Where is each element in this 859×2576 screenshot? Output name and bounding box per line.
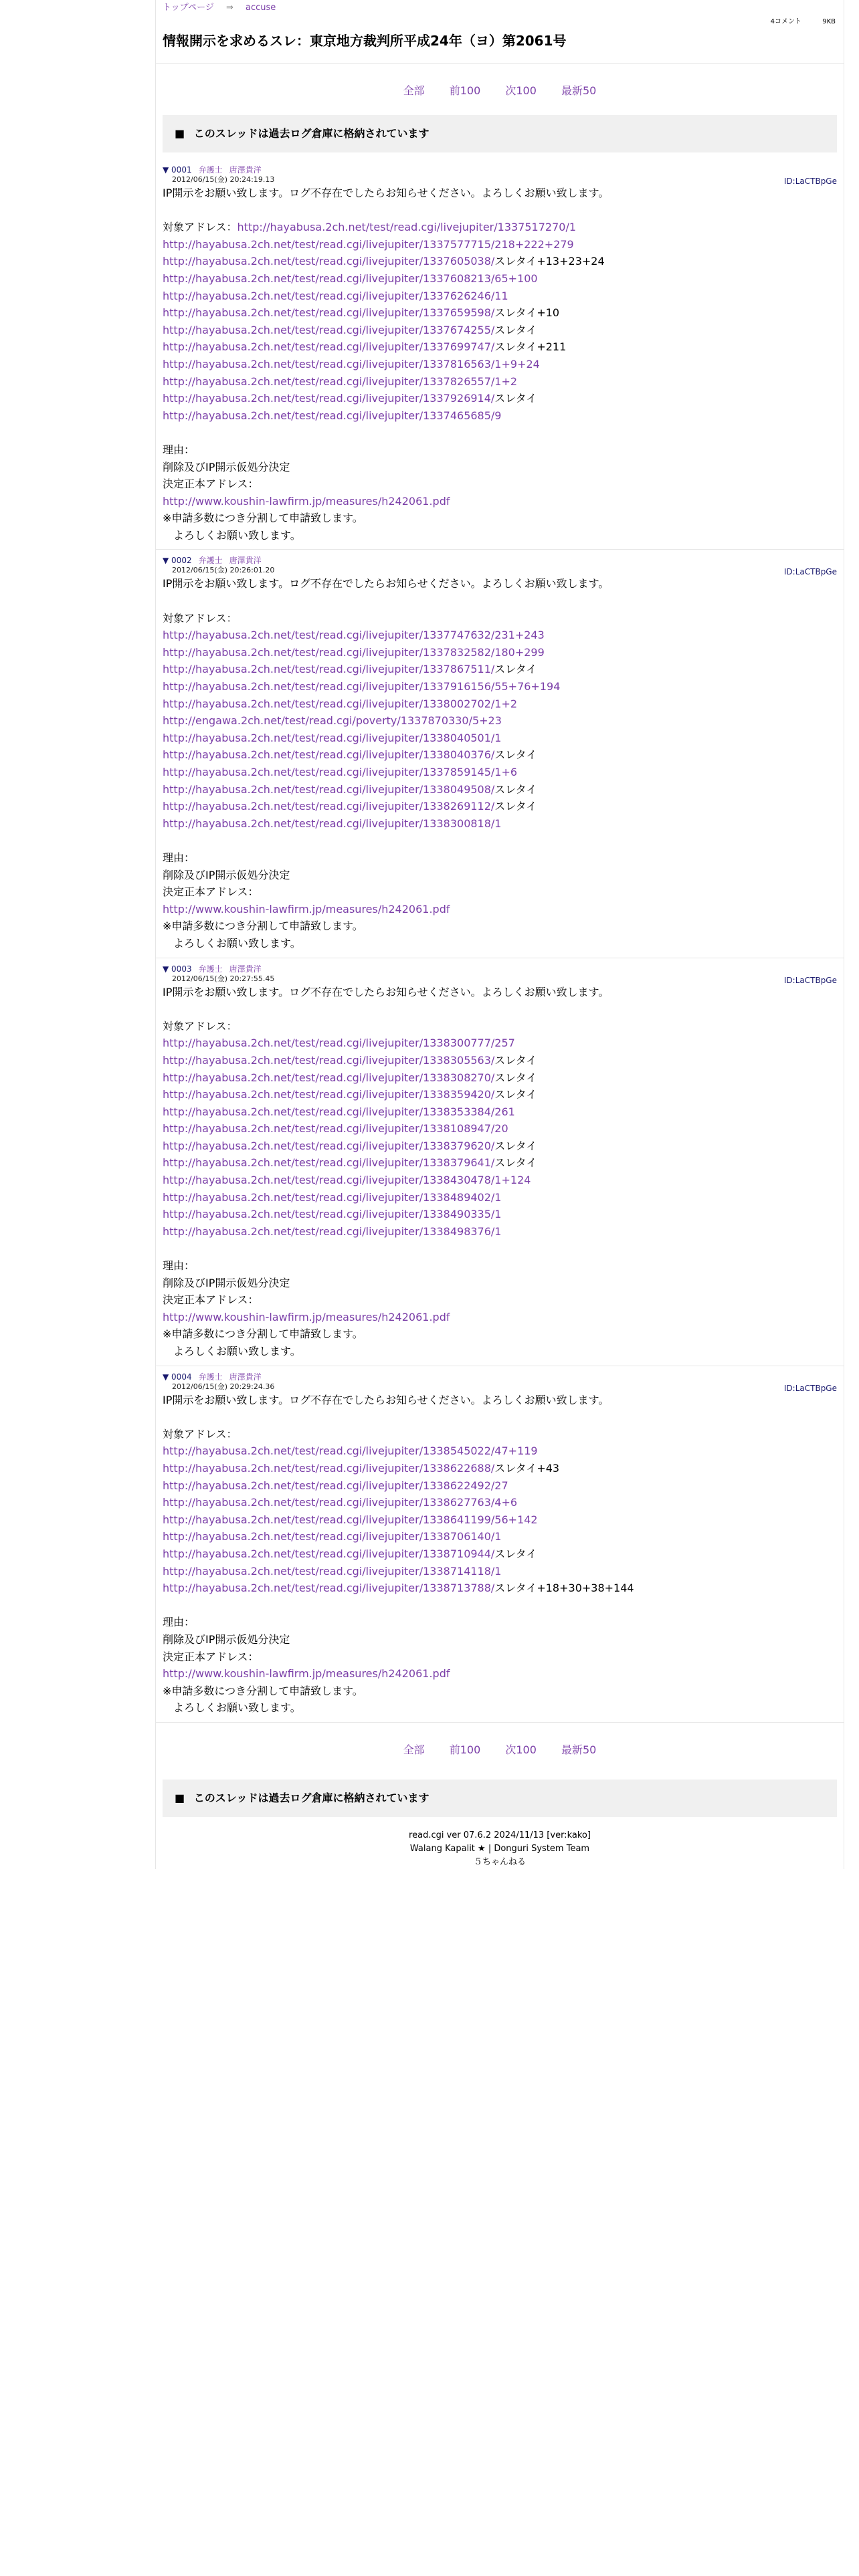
post-line: [163, 1392, 837, 1409]
thread-link[interactable]: http://hayabusa.2ch.net/test/read.cgi/livejupiter/1337626246/11: [163, 289, 508, 302]
pager-next100[interactable]: 次100: [505, 1743, 537, 1756]
post-line: [163, 1257, 837, 1275]
line-text: 対象アドレス：: [163, 1019, 237, 1033]
post-line: [163, 1086, 837, 1103]
line-text: 理由：: [163, 851, 195, 864]
link-suffix: スレタイ: [494, 1156, 537, 1170]
footer-credits: Walang Kapalit ★ | Donguri System Team: [409, 1843, 590, 1854]
footer-site: ５ちゃんねる: [473, 1856, 526, 1867]
square-icon: ■: [175, 127, 185, 140]
post-line: [163, 918, 837, 935]
pager-latest50[interactable]: 最新50: [561, 84, 597, 97]
post-line: [163, 901, 837, 918]
thread-link[interactable]: http://hayabusa.2ch.net/test/read.cgi/livejupiter/1337916156/55+76+194: [163, 680, 561, 693]
line-text: 削除及びIP開示仮処分決定: [163, 1276, 290, 1289]
line-text: よろしくお願い致します。: [163, 1345, 301, 1358]
post-line: [163, 288, 837, 305]
post-line: [163, 253, 837, 270]
board-link[interactable]: accuse: [246, 3, 276, 13]
blank-line: [163, 1240, 837, 1257]
post-line: [163, 1528, 837, 1545]
thread-link[interactable]: http://hayabusa.2ch.net/test/read.cgi/livejupiter/1338714118/1: [163, 1564, 502, 1578]
link-suffix: スレタイ: [494, 800, 537, 813]
line-text: 決定正本アドレス：: [163, 885, 259, 899]
post-number[interactable]: ▼ 0001: [163, 165, 192, 175]
thread-link[interactable]: http://hayabusa.2ch.net/test/read.cgi/livejupiter/1338490335/1: [163, 1208, 502, 1221]
top-page-link[interactable]: トップページ: [163, 3, 214, 13]
post-line: [163, 1069, 837, 1087]
thread-link[interactable]: http://hayabusa.2ch.net/test/read.cgi/livejupiter/1338353384/261: [163, 1105, 515, 1118]
line-text: ※申請多数につき分割して申請致します。: [163, 512, 363, 525]
post-line: [163, 1325, 837, 1343]
post-line: [163, 1665, 837, 1683]
line-text: IP開示をお願い致します。ログ不存在でしたらお知らせください。よろしくお願い致します。: [163, 577, 609, 591]
post-header: [163, 964, 837, 974]
line-text: 削除及びIP開示仮処分決定: [163, 868, 290, 881]
post-line: [163, 1494, 837, 1511]
link-suffix: スレタイ: [494, 1088, 537, 1101]
line-text: 削除及びIP開示仮処分決定: [163, 460, 290, 473]
post-line: [163, 1223, 837, 1241]
post-line: [163, 390, 837, 407]
thread-link[interactable]: http://hayabusa.2ch.net/test/read.cgi/livejupiter/1337577715/218+222+279: [163, 237, 574, 251]
blank-line: [163, 1000, 837, 1018]
post-line: [163, 712, 837, 730]
thread-link[interactable]: http://www.koushin-lawfirm.jp/measures/h242061.pdf: [163, 902, 450, 916]
line-text: IP開示をお願い致します。ログ不存在でしたらお知らせください。よろしくお願い致します。: [163, 985, 609, 998]
thread-link[interactable]: http://hayabusa.2ch.net/test/read.cgi/livejupiter/1337832582/180+299: [163, 645, 545, 659]
blank-line: [163, 1408, 837, 1426]
line-text: 理由：: [163, 1616, 195, 1629]
line-text: IP開示をお願い致します。ログ不存在でしたらお知らせください。よろしくお願い致します。: [163, 1393, 609, 1406]
thread-link[interactable]: http://www.koushin-lawfirm.jp/measures/h242061.pdf: [163, 1667, 450, 1681]
archive-notice-bottom: [163, 1780, 837, 1817]
link-suffix: スレタイ: [494, 323, 537, 336]
pager-top: [156, 64, 844, 115]
poster-id[interactable]: ID:LaCTBpGe: [783, 567, 837, 577]
thread-link[interactable]: http://hayabusa.2ch.net/test/read.cgi/livejupiter/1338641199/56+142: [163, 1513, 538, 1526]
post-line: [163, 407, 837, 425]
post-line: [163, 1035, 837, 1052]
post-line: [163, 1683, 837, 1700]
post-line: [163, 1343, 837, 1360]
thread-link[interactable]: http://hayabusa.2ch.net/test/read.cgi/livejupiter/1337867511/: [163, 663, 495, 676]
blank-line: [163, 424, 837, 441]
post-line: [163, 1511, 837, 1529]
line-text: ※申請多数につき分割して申請致します。: [163, 1684, 363, 1697]
link-suffix: スレタイ+211: [494, 340, 567, 354]
poster-trip: 唐澤貴洋: [229, 964, 262, 974]
post-line: [163, 373, 837, 391]
pager-bottom: [156, 1723, 844, 1774]
post-line: [163, 236, 837, 253]
line-text: 決定正本アドレス：: [163, 1650, 259, 1663]
post-line: [163, 338, 837, 356]
link-suffix: スレタイ: [494, 1139, 537, 1152]
post-line: [163, 459, 837, 476]
poster-trip: 唐澤貴洋: [229, 556, 262, 566]
line-prefix: 対象アドレス：: [163, 221, 237, 234]
post-body: [163, 984, 837, 1360]
post-line: [163, 475, 837, 493]
post-date: 2012/06/15(金) 20:24:19.13: [172, 175, 275, 184]
post-body: [163, 185, 837, 544]
line-text: IP開示をお願い致します。ログ不存在でしたらお知らせください。よろしくお願い致します。: [163, 187, 609, 199]
thread-link[interactable]: http://hayabusa.2ch.net/test/read.cgi/livejupiter/1337859145/1+6: [163, 766, 518, 778]
thread-link[interactable]: http://hayabusa.2ch.net/test/read.cgi/livejupiter/1337747632/231+243: [163, 629, 545, 642]
post-header: [163, 555, 837, 566]
archive-notice: [163, 115, 837, 152]
post-line: [163, 849, 837, 867]
nav-arrow: ⇒: [225, 3, 233, 13]
post-line: [163, 185, 837, 202]
post-line: [163, 798, 837, 815]
thread-link[interactable]: http://hayabusa.2ch.net/test/read.cgi/livejupiter/1338359420/: [163, 1088, 495, 1101]
thread-link[interactable]: http://www.koushin-lawfirm.jp/measures/h242061.pdf: [163, 1310, 450, 1323]
post: [156, 159, 844, 550]
thread-page: [155, 0, 844, 1869]
link-suffix: スレタイ: [494, 392, 537, 405]
thread-link[interactable]: http://hayabusa.2ch.net/test/read.cgi/livejupiter/1337674255/: [163, 323, 495, 336]
post-line: [163, 527, 837, 544]
blank-line: [163, 832, 837, 849]
post-line: [163, 1563, 837, 1580]
post-number[interactable]: ▼ 0002: [163, 556, 192, 566]
post-line: [163, 1172, 837, 1189]
pager-all[interactable]: 全部: [403, 1743, 425, 1756]
post: [156, 550, 844, 958]
top-nav: [156, 0, 844, 13]
post-line: [163, 661, 837, 678]
thread-link[interactable]: http://hayabusa.2ch.net/test/read.cgi/livejupiter/1338713788/: [163, 1582, 495, 1595]
link-suffix: スレタイ+13+23+24: [494, 255, 605, 268]
line-text: 決定正本アドレス：: [163, 1293, 259, 1307]
thread-link[interactable]: http://hayabusa.2ch.net/test/read.cgi/livejupiter/1337605038/: [163, 255, 495, 268]
post-line: [163, 441, 837, 459]
poster-id[interactable]: ID:LaCTBpGe: [783, 177, 837, 186]
pager-latest50[interactable]: 最新50: [561, 1743, 597, 1756]
post-line: [163, 1206, 837, 1223]
post-line: [163, 1138, 837, 1155]
link-suffix: スレタイ+18+30+38+144: [494, 1582, 634, 1595]
link-suffix: スレタイ: [494, 748, 537, 762]
post-line: [163, 730, 837, 747]
thread-link[interactable]: http://www.koushin-lawfirm.jp/measures/h242061.pdf: [163, 494, 450, 508]
post-line: [163, 304, 837, 322]
thread-link[interactable]: http://hayabusa.2ch.net/test/read.cgi/livejupiter/1337699747/: [163, 340, 495, 354]
thread-size: 9KB: [822, 18, 836, 25]
thread-link[interactable]: http://hayabusa.2ch.net/test/read.cgi/livejupiter/1338622688/: [163, 1461, 495, 1475]
archive-notice-text: このスレッドは過去ログ倉庫に格納されています: [193, 127, 430, 140]
post-line: [163, 627, 837, 644]
line-text: よろしくお願い致します。: [163, 1701, 301, 1715]
thread-link[interactable]: http://hayabusa.2ch.net/test/read.cgi/livejupiter/1337926914/: [163, 392, 495, 405]
thread-link[interactable]: http://hayabusa.2ch.net/test/read.cgi/livejupiter/1338379641/: [163, 1156, 495, 1170]
thread-link[interactable]: http://hayabusa.2ch.net/test/read.cgi/livejupiter/1338498376/1: [163, 1224, 502, 1238]
pager-next100[interactable]: 次100: [505, 84, 537, 97]
post-line: [163, 1189, 837, 1206]
post-date: 2012/06/15(金) 20:27:55.45: [172, 974, 275, 983]
poster-id[interactable]: ID:LaCTBpGe: [783, 1383, 837, 1393]
post-line: [163, 935, 837, 952]
thread-link[interactable]: http://hayabusa.2ch.net/test/read.cgi/livejupiter/1338622492/27: [163, 1479, 508, 1492]
thread-link[interactable]: http://hayabusa.2ch.net/test/read.cgi/livejupiter/1337816563/1+9+24: [163, 357, 540, 370]
thread-link[interactable]: http://hayabusa.2ch.net/test/read.cgi/livejupiter/1337465685/9: [163, 409, 502, 422]
thread-link[interactable]: http://hayabusa.2ch.net/test/read.cgi/livejupiter/1338379620/: [163, 1139, 495, 1152]
post-date: 2012/06/15(金) 20:26:01.20: [172, 566, 275, 575]
blank-line: [163, 1597, 837, 1614]
comment-count: 4コメント: [770, 18, 802, 25]
thread-link[interactable]: http://hayabusa.2ch.net/test/read.cgi/livejupiter/1338545022/47+119: [163, 1444, 538, 1458]
post-line: [163, 1103, 837, 1121]
footer: [156, 1829, 844, 1869]
blank-line: [163, 593, 837, 610]
line-text: よろしくお願い致します。: [163, 936, 301, 950]
poster-name: 弁護士: [198, 964, 223, 974]
link-suffix: スレタイ: [494, 1071, 537, 1084]
post-line: [163, 764, 837, 781]
post-header: [163, 1372, 837, 1382]
post-line: [163, 781, 837, 798]
post-number[interactable]: ▼ 0003: [163, 964, 192, 974]
thread-link[interactable]: http://hayabusa.2ch.net/test/read.cgi/livejupiter/1338627763/4+6: [163, 1496, 518, 1509]
line-text: ※申請多数につき分割して申請致します。: [163, 1327, 363, 1341]
thread-link[interactable]: http://hayabusa.2ch.net/test/read.cgi/livejupiter/1338002702/1+2: [163, 697, 518, 710]
post-line: [163, 1545, 837, 1563]
post-line: [163, 867, 837, 884]
line-text: 対象アドレス：: [163, 611, 237, 625]
archive-notice-text: このスレッドは過去ログ倉庫に格納されています: [193, 1791, 430, 1804]
thread-link[interactable]: http://hayabusa.2ch.net/test/read.cgi/livejupiter/1338706140/1: [163, 1530, 502, 1543]
link-suffix: スレタイ+43: [494, 1461, 560, 1475]
line-text: 対象アドレス：: [163, 1427, 237, 1440]
post-line: [163, 678, 837, 695]
pager-prev100[interactable]: 前100: [449, 1743, 481, 1756]
post-line: [163, 1291, 837, 1309]
post-line: [163, 1614, 837, 1631]
post-body: [163, 1392, 837, 1717]
thread-link[interactable]: http://hayabusa.2ch.net/test/read.cgi/livejupiter/1338308270/: [163, 1071, 495, 1084]
post-line: [163, 746, 837, 764]
thread-link[interactable]: http://hayabusa.2ch.net/test/read.cgi/livejupiter/1338040501/1: [163, 731, 502, 744]
post: [156, 958, 844, 1366]
thread-link[interactable]: http://engawa.2ch.net/test/read.cgi/poverty/1337870330/5+23: [163, 714, 502, 728]
thread-link[interactable]: http://hayabusa.2ch.net/test/read.cgi/livejupiter/1338305563/: [163, 1053, 495, 1067]
post-line: [163, 322, 837, 339]
post-body: [163, 575, 837, 952]
line-text: よろしくお願い致します。: [163, 528, 301, 542]
blank-line: [163, 202, 837, 219]
pager-prev100[interactable]: 前100: [449, 84, 481, 97]
post-line: [163, 1018, 837, 1035]
post-date: 2012/06/15(金) 20:29:24.36: [172, 1382, 275, 1391]
post-line: [163, 610, 837, 627]
thread-link[interactable]: http://hayabusa.2ch.net/test/read.cgi/livejupiter/1337608213/65+100: [163, 272, 538, 285]
post-line: [163, 493, 837, 510]
line-text: ※申請多数につき分割して申請致します。: [163, 920, 363, 933]
post-line: [163, 1699, 837, 1717]
post-line: [163, 883, 837, 901]
post-line: [163, 1442, 837, 1460]
post-line: [163, 1460, 837, 1477]
link-suffix: スレタイ: [494, 1547, 537, 1560]
thread-link[interactable]: http://hayabusa.2ch.net/test/read.cgi/livejupiter/1338269112/: [163, 800, 495, 813]
link-suffix: スレタイ: [494, 782, 537, 796]
post-line: [163, 1648, 837, 1666]
footer-version: read.cgi ver 07.6.2 2024/11/13 [ver:kako]: [409, 1830, 591, 1840]
link-suffix: スレタイ: [494, 1053, 537, 1067]
post-line: [163, 695, 837, 713]
post-line: [163, 219, 837, 236]
post-line: [163, 1275, 837, 1292]
pager-all[interactable]: 全部: [403, 84, 425, 97]
post-line: [163, 1580, 837, 1597]
thread-link[interactable]: http://hayabusa.2ch.net/test/read.cgi/livejupiter/1338040376/: [163, 748, 495, 762]
link-suffix: スレタイ: [494, 663, 537, 676]
line-text: 削除及びIP開示仮処分決定: [163, 1632, 290, 1646]
thread-link[interactable]: http://hayabusa.2ch.net/test/read.cgi/livejupiter/1337826557/1+2: [163, 374, 518, 388]
link-suffix: スレタイ+10: [494, 306, 560, 320]
thread-meta: [752, 15, 836, 25]
post-list: [156, 159, 844, 1723]
post-line: [163, 356, 837, 373]
post-line: [163, 644, 837, 661]
line-text: 理由：: [163, 443, 195, 456]
line-text: 理由：: [163, 1259, 195, 1273]
post-line: [163, 815, 837, 833]
thread-link[interactable]: http://hayabusa.2ch.net/test/read.cgi/livejupiter/1338049508/: [163, 782, 495, 796]
thread-title: 情報開示を求めるスレ：東京地方裁判所平成24年（ヨ）第2061号: [163, 33, 567, 49]
post-line: [163, 1426, 837, 1443]
post-line: [163, 1120, 837, 1138]
thread-link[interactable]: http://hayabusa.2ch.net/test/read.cgi/livejupiter/1338710944/: [163, 1547, 495, 1560]
post-line: [163, 575, 837, 593]
post-line: [163, 1477, 837, 1495]
post-line: [163, 984, 837, 1001]
post-line: [163, 1631, 837, 1648]
post: [156, 1366, 844, 1723]
thread-link[interactable]: http://hayabusa.2ch.net/test/read.cgi/livejupiter/1338300777/257: [163, 1037, 515, 1050]
post-line: [163, 270, 837, 288]
poster-id[interactable]: ID:LaCTBpGe: [783, 975, 837, 985]
thread-link[interactable]: http://hayabusa.2ch.net/test/read.cgi/livejupiter/1338430478/1+124: [163, 1174, 531, 1187]
poster-trip: 唐澤貴洋: [229, 1372, 262, 1382]
post-header: [163, 165, 837, 175]
thread-link[interactable]: http://hayabusa.2ch.net/test/read.cgi/livejupiter/1337659598/: [163, 306, 495, 320]
post-line: [163, 1154, 837, 1172]
post-line: [163, 510, 837, 527]
thread-link[interactable]: http://hayabusa.2ch.net/test/read.cgi/livejupiter/1338108947/20: [163, 1122, 508, 1136]
line-text: 決定正本アドレス：: [163, 477, 259, 491]
poster-name: 弁護士: [198, 556, 223, 566]
thread-link[interactable]: http://hayabusa.2ch.net/test/read.cgi/livejupiter/1337517270/1: [237, 221, 577, 234]
post-line: [163, 1052, 837, 1069]
poster-name: 弁護士: [198, 165, 223, 175]
poster-trip: 唐澤貴洋: [229, 165, 262, 175]
post-number[interactable]: ▼ 0004: [163, 1372, 192, 1382]
post-line: [163, 1309, 837, 1326]
thread-link[interactable]: http://hayabusa.2ch.net/test/read.cgi/livejupiter/1338489402/1: [163, 1190, 502, 1204]
square-icon: ■: [175, 1791, 185, 1804]
thread-link[interactable]: http://hayabusa.2ch.net/test/read.cgi/livejupiter/1338300818/1: [163, 817, 502, 830]
poster-name: 弁護士: [198, 1372, 223, 1382]
